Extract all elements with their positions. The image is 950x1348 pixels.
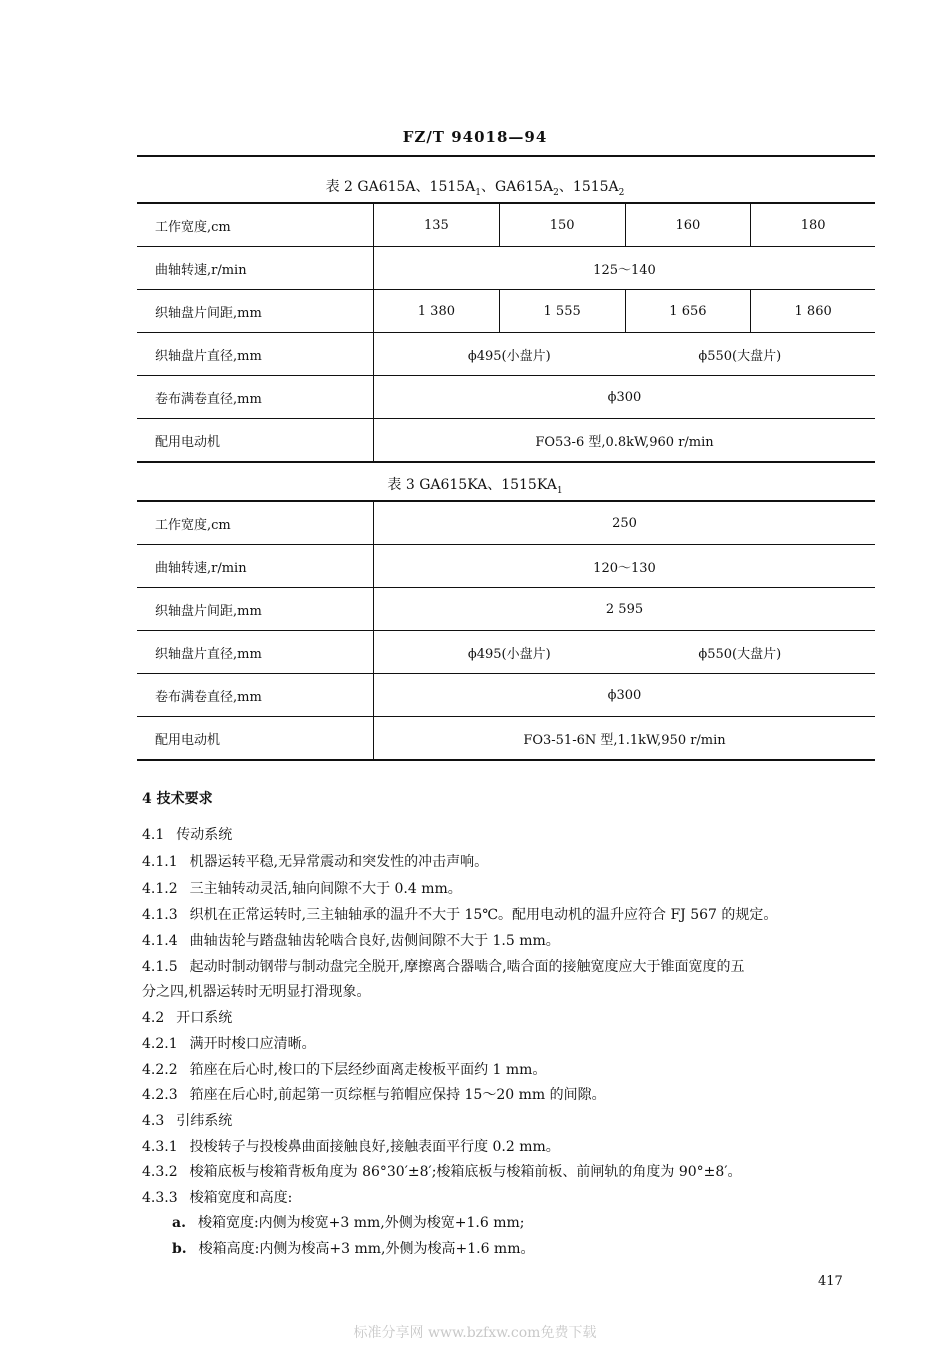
table-row (137, 419, 875, 463)
table-row (137, 631, 875, 674)
table-cell: ϕ300 (374, 376, 876, 419)
watermark: 标准分享网 www.bzfxw.com免费下载 (353, 1325, 597, 1341)
table-cell: 180 (751, 203, 875, 247)
clause-line: a. 梭箱宽度:内侧为梭宽+3 mm,外侧为梭宽+1.6 mm; (172, 1215, 525, 1231)
row-label: 配用电动机 (137, 419, 374, 463)
row-label: 曲轴转速,r/min (137, 247, 374, 290)
clause-line: 4.2.3 筘座在后心时,前起第一页综框与筘帽应保持 15～20 mm 的间隙。 (142, 1087, 606, 1103)
table-cell: ϕ300 (374, 674, 876, 717)
clause-line: 4.3.1 投梭转子与投梭鼻曲面接触良好,接触表面平行度 0.2 mm。 (142, 1139, 560, 1155)
table-row (137, 290, 875, 333)
table-cell: 1 380 (374, 290, 500, 333)
clause-line: 4.2.2 筘座在后心时,梭口的下层经纱面离走梭板平面约 1 mm。 (142, 1062, 547, 1078)
table-cell: 125～140 (374, 247, 876, 290)
clause-line: 4.1.1 机器运转平稳,无异常震动和突发性的冲击声响。 (142, 854, 489, 870)
header-rule (137, 155, 875, 157)
section-title: 4 技术要求 (142, 791, 213, 807)
table2-caption: 表 2 GA615A、$1515A_1$、$GA615A_2$、$1515A_2$ (325, 179, 625, 198)
table-row (137, 501, 875, 545)
table3 (137, 500, 875, 761)
standard-code: FZ/T 94018—94 (402, 128, 548, 146)
table-row (137, 247, 875, 290)
clause-line: 4.1 传动系统 (142, 827, 233, 843)
table-cell: FO3-51-6N 型,1.1kW,950 r/min (374, 717, 876, 761)
row-label: 织轴盘片直径,mm (137, 333, 374, 376)
clause-line: 4.1.3 织机在正常运转时,三主轴轴承的温升不大于 15℃。配用电动机的温升应符合 FJ 567 的规定。 (142, 907, 778, 923)
clause-line: 4.3.2 梭箱底板与梭箱背板角度为 86°30′±8′;梭箱底板与梭箱前板、前闸轨的角度为 90°±8′。 (142, 1164, 742, 1180)
table-row (137, 333, 875, 376)
table-cell: 250 (612, 515, 637, 531)
table-row (137, 674, 875, 717)
row-label: 工作宽度,cm (137, 501, 374, 545)
clause-line: 4.2.1 满开时梭口应清晰。 (142, 1036, 316, 1052)
table-row (137, 376, 875, 419)
table-row (137, 717, 875, 761)
large-disc-diameter: ϕ550(大盘片) (698, 348, 782, 364)
table-cell: FO53-6 型,0.8kW,960 r/min (374, 419, 876, 463)
page-number: 417 (818, 1274, 843, 1289)
table-row (137, 545, 875, 588)
clause-line: 4.1.4 曲轴齿轮与踏盘轴齿轮啮合良好,齿侧间隙不大于 1.5 mm。 (142, 933, 560, 949)
clause-line: 分之四,机器运转时无明显打滑现象。 (142, 984, 371, 1000)
table-row (137, 203, 875, 247)
row-label: 卷布满卷直径,mm (137, 376, 374, 419)
clause-line: b. 梭箱高度:内侧为梭高+3 mm,外侧为梭高+1.6 mm。 (172, 1241, 535, 1257)
row-label: 织轴盘片直径,mm (137, 631, 374, 674)
large-disc-diameter: ϕ550(大盘片) (698, 646, 782, 662)
row-label: 织轴盘片间距,mm (137, 290, 374, 333)
row-label: 工作宽度,cm (137, 203, 374, 247)
table-cell: 160 (625, 203, 751, 247)
clause-line: 4.1.2 三主轴转动灵活,轴向间隙不大于 0.4 mm。 (142, 881, 462, 897)
small-disc-diameter: ϕ495(小盘片) (467, 646, 551, 662)
table-cell (374, 631, 876, 674)
clause-line: 4.1.5 起动时制动钢带与制动盘完全脱开,摩擦离合器啮合,啮合面的接触宽度应大于锥面宽度的五 (142, 959, 745, 975)
table-cell: 1 555 (499, 290, 625, 333)
row-label: 配用电动机 (137, 717, 374, 761)
table-cell: 2 595 (374, 588, 876, 631)
table-cell (374, 333, 876, 376)
table3-caption: 表 3 GA615KA、$1515KA_1$ (387, 477, 563, 496)
table-cell: 150 (499, 203, 625, 247)
row-label: 织轴盘片间距,mm (137, 588, 374, 631)
table-cell: 135 (423, 217, 449, 233)
table-row (137, 588, 875, 631)
small-disc-diameter: ϕ495(小盘片) (467, 348, 551, 364)
table-cell: 120～130 (374, 545, 876, 588)
clause-line: 4.3 引纬系统 (142, 1113, 233, 1129)
clause-line: 4.2 开口系统 (142, 1010, 233, 1026)
table-cell: 1 656 (625, 290, 751, 333)
table-cell: 1 860 (751, 290, 875, 333)
row-label: 卷布满卷直径,mm (137, 674, 374, 717)
row-label: 曲轴转速,r/min (137, 545, 374, 588)
table2 (137, 202, 875, 463)
clause-line: 4.3.3 梭箱宽度和高度: (142, 1190, 293, 1206)
